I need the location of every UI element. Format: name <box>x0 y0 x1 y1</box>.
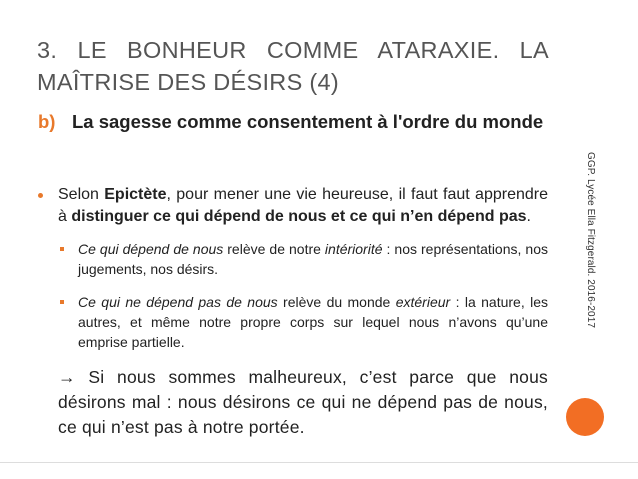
subtitle-text: La sagesse comme consentement à l'ordre du monde <box>72 111 544 132</box>
slide-title: 3. LE BONHEUR COMME ATARAXIE. LA MAÎTRISE DES DÉSIRS (4) <box>37 37 549 95</box>
main-bullet-bold-1: Epictète <box>104 186 167 203</box>
conclusion-paragraph: → Si nous sommes malheureux, c’est parce que nous désirons mal : nous désirons ce qui ne dépend pas de nous, ce qui n’est pas à notre portée. <box>58 367 548 437</box>
sub1-italic-2: intériorité <box>324 241 383 257</box>
subtitle-letter: b) <box>38 111 56 132</box>
orange-circle-icon <box>566 398 604 436</box>
bullet-dot-icon <box>38 193 43 198</box>
main-bullet-text-2: , pour mener une vie heureuse, il faut faut apprendre à <box>58 186 548 225</box>
main-bullet-text-1: Selon <box>58 186 105 203</box>
slide-body <box>38 184 548 440</box>
square-bullet-icon <box>60 247 64 251</box>
sub2-text-1: relève du monde <box>277 294 396 310</box>
main-bullet <box>38 184 548 228</box>
sub1-text-1: relève de notre <box>223 241 325 257</box>
bottom-divider <box>0 462 638 463</box>
slide-subtitle <box>38 111 558 132</box>
main-bullet-text-3: . <box>526 208 531 225</box>
square-bullet-icon <box>60 300 64 304</box>
sub-bullet-1 <box>60 239 548 279</box>
sub2-italic-1: Ce qui ne dépend pas de nous <box>78 294 278 310</box>
sub-bullet-2 <box>60 292 548 352</box>
sub2-italic-2: extérieur <box>395 294 451 310</box>
vertical-footer-text <box>574 152 604 357</box>
sub-bullet-list <box>38 239 548 352</box>
sub2-text-2: : la nature, les autres, et même notre propre corps sur lequel nous n’avons qu’une emprise partielle. <box>78 294 548 350</box>
sub1-italic-1: Ce qui dépend de nous <box>78 241 224 257</box>
sub1-text-2: : nos représentations, nos jugements, nos désirs. <box>78 241 548 277</box>
main-bullet-bold-2: distinguer ce qui dépend de nous et ce qui n’en dépend pas <box>71 208 527 225</box>
side-text: GGP. Lycée Ella Fitzgerald. 2016-2017 <box>585 152 596 329</box>
